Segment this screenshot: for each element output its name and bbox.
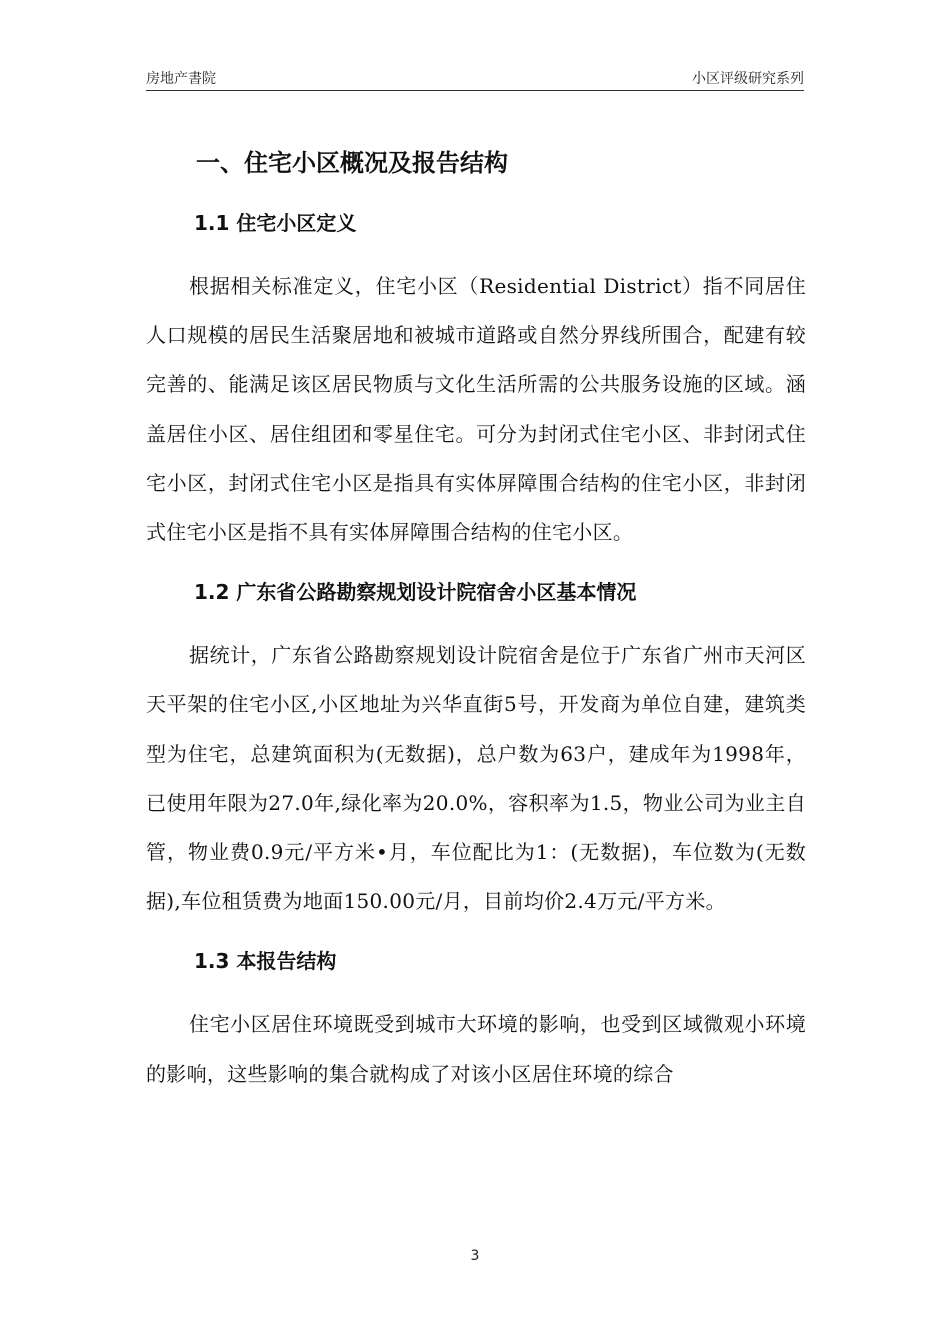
section-heading-1-3: 1.3 本报告结构 (194, 949, 337, 974)
section-heading-1-1: 1.1 住宅小区定义 (194, 211, 357, 235)
page-number: 3 (470, 1248, 480, 1264)
header-divider (146, 90, 804, 91)
header-publisher: 房地产書院 (146, 71, 216, 87)
page-header (146, 68, 804, 90)
document-body (146, 140, 806, 1099)
paragraph-basic-info: 据统计，广东省公路勘察规划设计院宿舍是位于广东省广州市天河区天平架的住宅小区,小区地址为兴华直街5号，开发商为单位自建，建筑类型为住宅，总建筑面积为(无数据)，总户数为63户，建成年为1998年，已使用年限为27.0年,绿化率为20.0%，容积率为1.5，物业公司为业主自管，物业费0.9元/平方米•月，车位配比为1：(无数据)，车位数为(无数据),车位租赁费为地面150.00元/月，目前均价2.4万元/平方米。 (146, 643, 806, 914)
chapter-heading: 一、住宅小区概况及报告结构 (196, 149, 508, 177)
header-series: 小区评级研究系列 (692, 71, 804, 87)
paragraph-definition: 根据相关标准定义，住宅小区（Residential District）指不同居住人口规模的居民生活聚居地和被城市道路或自然分界线所围合，配建有较完善的、能满足该区居民物质与文化生活所需的公共服务设施的区域。涵盖居住小区、居住组团和零星住宅。可分为封闭式住宅小区、非封闭式住宅小区，封闭式住宅小区是指具有实体屏障围合结构的住宅小区，非封闭式住宅小区是指不具有实体屏障围合结构的住宅小区。 (146, 274, 806, 545)
section-heading-1-2: 1.2 广东省公路勘察规划设计院宿舍小区基本情况 (194, 580, 637, 605)
paragraph-report-structure: 住宅小区居住环境既受到城市大环境的影响，也受到区域微观小环境的影响，这些影响的集合就构成了对该小区居住环境的综合 (146, 1012, 806, 1086)
